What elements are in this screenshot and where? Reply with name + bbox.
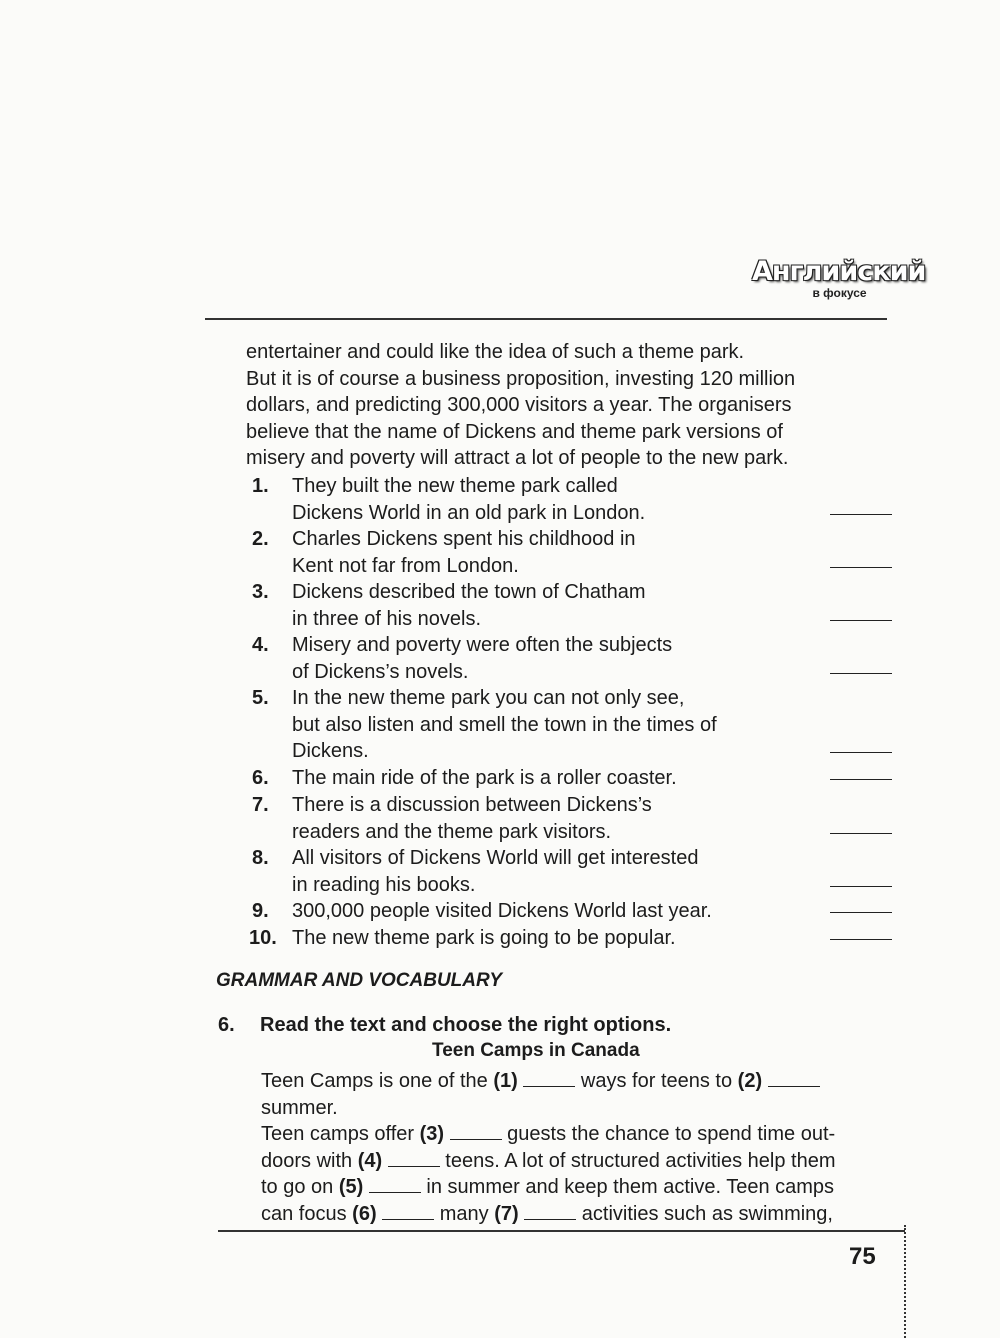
- intro-line: entertainer and could like the idea of such a theme park.: [246, 341, 745, 363]
- passage-fragment: Teen Camps is one of the: [261, 1070, 494, 1092]
- gap-number: (7): [494, 1202, 519, 1225]
- gap-number: (6): [352, 1202, 377, 1225]
- intro-paragraph: [246, 339, 896, 472]
- intro-line: misery and poverty will attract a lot of people to the new park.: [246, 447, 789, 469]
- passage-line: summer.: [261, 1096, 338, 1119]
- page-number: 75: [849, 1243, 876, 1270]
- answer-blank[interactable]: [830, 886, 892, 887]
- statement-number: 1.: [252, 475, 269, 497]
- passage-fragment: guests the chance to spend time out-: [501, 1123, 836, 1145]
- statement-number: 6.: [252, 767, 269, 789]
- gap-number: (4): [357, 1149, 383, 1172]
- passage-fragment: ways for teens to: [575, 1070, 738, 1092]
- header-rule: [205, 318, 887, 320]
- brand-logo: [752, 256, 926, 312]
- answer-blank[interactable]: [830, 833, 892, 834]
- passage-line: [261, 1174, 911, 1201]
- statement-number: 8.: [252, 847, 269, 869]
- answer-blank[interactable]: [830, 939, 892, 940]
- passage-fragment: Teen camps offer: [261, 1123, 420, 1145]
- passage-fragment: doors with: [261, 1149, 358, 1172]
- gap-blank[interactable]: [382, 1205, 434, 1220]
- passage-fragment: in summer and keep them active. Teen camps: [420, 1176, 835, 1198]
- statement-text: The new theme park is going to be popular.: [292, 927, 676, 949]
- passage-line: [261, 1148, 911, 1175]
- answer-blank[interactable]: [830, 567, 892, 568]
- intro-line: dollars, and predicting 300,000 visitors a year. The organisers: [246, 394, 792, 416]
- statement-item: [252, 632, 892, 685]
- gap-blank[interactable]: [523, 1072, 575, 1087]
- dotted-margin-line: [904, 1225, 906, 1338]
- passage-fragment: teens. A lot of structured activities help them: [439, 1149, 836, 1172]
- statement-item: [249, 925, 892, 952]
- statement-item: [252, 526, 892, 579]
- gap-blank[interactable]: [524, 1205, 576, 1220]
- passage-fragment: to go on: [261, 1176, 339, 1198]
- statement-number: 2.: [252, 528, 269, 550]
- statement-text: 300,000 people visited Dickens World last year.: [292, 900, 712, 922]
- gap-blank[interactable]: [450, 1125, 502, 1140]
- logo-subtitle: в фокусе: [812, 286, 867, 300]
- passage-line: [261, 1068, 911, 1095]
- gap-number: (1): [493, 1070, 518, 1092]
- statement-text: Dickens described the town of Chatham in three of his novels.: [292, 581, 646, 630]
- statement-text: Charles Dickens spent his childhood in Kent not far from London.: [292, 528, 636, 577]
- statement-number: 7.: [252, 794, 269, 816]
- passage-fragment: can focus: [261, 1202, 353, 1225]
- statement-item: [252, 685, 892, 765]
- answer-blank[interactable]: [830, 620, 892, 621]
- statement-text: Misery and poverty were often the subjects of Dickens’s novels.: [292, 634, 673, 683]
- footer-rule: [218, 1230, 905, 1232]
- task-instruction: Read the text and choose the right options.: [260, 1014, 672, 1036]
- statement-item: [252, 792, 892, 845]
- passage-fragment: activities such as swimming,: [576, 1202, 833, 1225]
- statement-text: The main ride of the park is a roller coaster.: [292, 767, 677, 789]
- statement-number: 10.: [249, 927, 277, 949]
- gap-blank[interactable]: [388, 1152, 440, 1167]
- statement-number: 3.: [252, 581, 269, 603]
- statement-number: 4.: [252, 634, 269, 656]
- passage-line: [261, 1201, 911, 1228]
- passage-text: [261, 1068, 911, 1227]
- statement-item: [252, 898, 892, 925]
- gap-number: (5): [338, 1176, 364, 1198]
- gap-number: (2): [737, 1070, 763, 1092]
- section-title: GRAMMAR AND VOCABULARY: [216, 970, 503, 991]
- statement-item: [252, 845, 892, 898]
- intro-line: But it is of course a business proposition, investing 120 million: [246, 367, 796, 390]
- statement-number: 5.: [252, 687, 269, 709]
- gap-number: (3): [419, 1123, 445, 1145]
- gap-blank[interactable]: [369, 1178, 421, 1193]
- statement-text: All visitors of Dickens World will get interested in reading his books.: [292, 847, 699, 896]
- gap-blank[interactable]: [768, 1072, 820, 1087]
- statement-text: In the new theme park you can not only see, but also listen and smell the town in the times of Dickens.: [292, 687, 717, 762]
- passage-fragment: many: [434, 1202, 495, 1225]
- statement-item: [252, 765, 892, 792]
- answer-blank[interactable]: [830, 752, 892, 753]
- statement-text: They built the new theme park called Dickens World in an old park in London.: [292, 475, 646, 524]
- task-number: 6.: [218, 1014, 235, 1036]
- statement-item: [252, 473, 892, 526]
- statement-item: [252, 579, 892, 632]
- answer-blank[interactable]: [830, 673, 892, 674]
- answer-blank[interactable]: [830, 514, 892, 515]
- answer-blank[interactable]: [830, 779, 892, 780]
- task-heading: [218, 1014, 671, 1037]
- statement-number: 9.: [252, 900, 269, 922]
- answer-blank[interactable]: [830, 912, 892, 913]
- intro-line: believe that the name of Dickens and theme park versions of: [246, 420, 783, 443]
- passage-line: [261, 1121, 911, 1148]
- logo-title: Английский: [752, 256, 926, 287]
- passage-title: Teen Camps in Canada: [432, 1040, 640, 1061]
- statement-text: There is a discussion between Dickens’s readers and the theme park visitors.: [292, 794, 652, 843]
